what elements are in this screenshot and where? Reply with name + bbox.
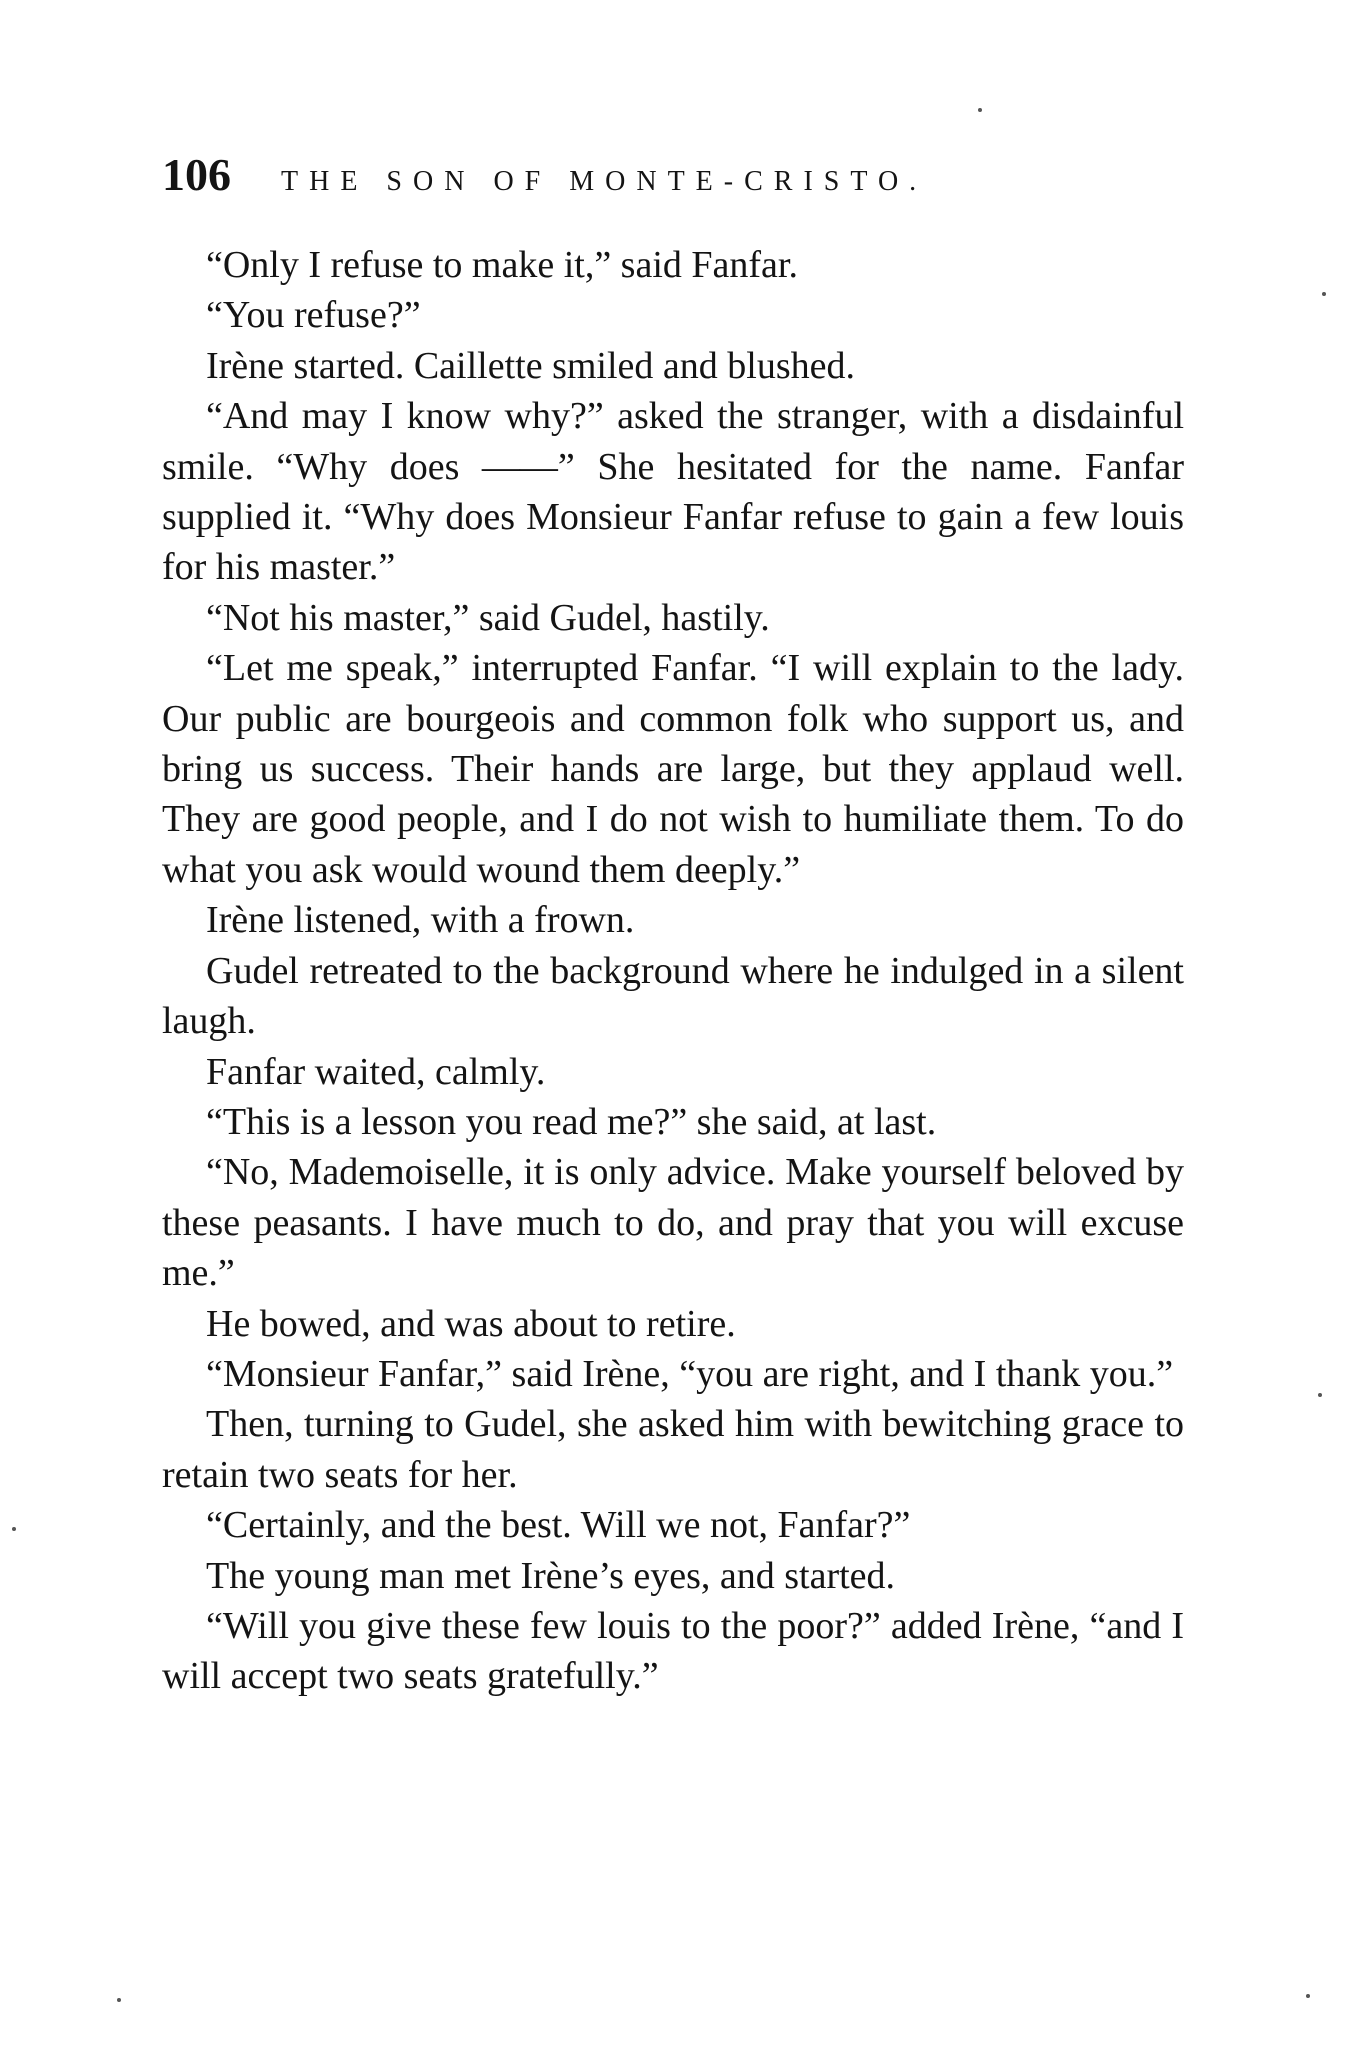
paper-speck — [117, 1998, 121, 2002]
paragraph: Irène listened, with a frown. — [206, 899, 635, 942]
running-title: THE SON OF MONTE-CRISTO. — [281, 166, 928, 197]
paragraph: “Will you give these few louis to the poor?” added Irène, “and I will accept two seats gratefully.” — [162, 1604, 1184, 1698]
paragraph: “Let me speak,” interrupted Fanfar. “I will explain to the lady. Our public are bourgeois and common folk who support us, and bring us success. Their hands are large, but they applaud well. They are good people, and I do not wish to humiliate them. To do what you ask would wound them deeply.” — [162, 647, 1184, 891]
page-number: 106 — [162, 149, 231, 200]
paragraph: “Only I refuse to make it,” said Fanfar. — [206, 244, 798, 286]
paragraph: Gudel retreated to the background where he indulged in a silent laugh. — [162, 949, 1184, 1043]
paragraph: The young man met Irène’s eyes, and started. — [206, 1554, 896, 1597]
paragraph: Irène started. Caillette smiled and blushed. — [206, 344, 855, 387]
paragraph: “Certainly, and the best. Will we not, Fanfar?” — [206, 1504, 911, 1547]
paragraph: He bowed, and was about to retire. — [206, 1302, 736, 1345]
paper-speck — [12, 1527, 16, 1531]
paragraph: “Not his master,” said Gudel, hastily. — [206, 596, 770, 639]
paragraph: “And may I know why?” asked the stranger, with a disdainful smile. “Why does ——” She hesitated for the name. Fanfar supplied it. “Why does Monsieur Fanfar refuse to gain a few louis for his master.” — [162, 395, 1184, 589]
body-text — [162, 240, 1184, 1702]
running-header — [162, 148, 1212, 208]
paper-speck — [978, 108, 982, 112]
paragraph: “You refuse?” — [206, 294, 421, 337]
paragraph: Then, turning to Gudel, she asked him with bewitching grace to retain two seats for her. — [162, 1403, 1184, 1496]
paragraph: “No, Mademoiselle, it is only advice. Make yourself beloved by these peasants. I have much to do, and pray that you will excuse me.” — [162, 1151, 1184, 1295]
paper-speck — [1318, 1393, 1322, 1397]
paragraph: Fanfar waited, calmly. — [206, 1050, 546, 1093]
paragraph: “Monsieur Fanfar,” said Irène, “you are right, and I thank you.” — [206, 1352, 1174, 1395]
paper-speck — [1306, 1994, 1310, 1998]
paragraph: “This is a lesson you read me?” she said, at last. — [206, 1100, 937, 1143]
paper-speck — [1322, 292, 1326, 296]
